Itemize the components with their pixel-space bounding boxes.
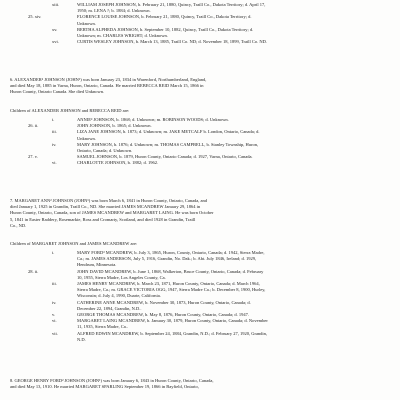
child-entry-number: i. <box>52 250 55 255</box>
paragraph-line: 7. MARGARET ANN² JOHNSON (JOHN¹) was born March 6, 1841 in Huron County, Ontario, Canada, and <box>10 198 208 203</box>
paragraph-line: and died May 18, 1885 in Varna, Huron, Ontario, Canada. He married REBECCA REID March 15, 1866 in <box>10 83 204 89</box>
list-entry-text: FLORENCE LOUISE JOHNSON, b. February 21, 1880, Quincy, Traill Co., Dakota Territory; d. <box>77 14 252 20</box>
child-entry-text: Ontario, Canada; d. Unknown. <box>77 148 133 153</box>
children-header: Children of ALEXANDER JOHNSON and REBECCA REID are: <box>10 108 130 113</box>
child-entry-text: CHARLOTTE JOHNSON, b. 1882; d. 1962. <box>77 160 159 166</box>
child-entry-text: JOHN JOHNSON, b. 1865; d. Unknown. <box>77 123 152 129</box>
paragraph-line: Huron County, Ontario, Canada, son of JAMES MCANDREW and MARGARET LAING. He was born October <box>10 210 214 216</box>
list-entry-text: WILLIAM JOSEPH JOHNSON, b. February 21, 1880, Quincy, Traill Co., Dakota Territory; d. April 17, <box>77 2 266 7</box>
child-entry-number: iii. <box>52 281 57 286</box>
list-entry-text: Unknown. <box>77 20 96 26</box>
paragraph-line: 6. ALEXANDER² JOHNSON (JOHN¹) was born January 23, 1834 in Warenford, Northumberland, England, <box>10 77 207 82</box>
child-entry-number: vii. <box>52 330 58 336</box>
child-entry-text: Sierra Madre, Ca.; m. GRACE VICTORIA OGG, 1947, Sierra Madre Ca.; b. December 8, 1900, Hurley, <box>77 287 266 293</box>
child-entry-text: Hendrum, Minnesota. <box>77 262 117 268</box>
child-entry-text: Unknown. <box>77 135 96 141</box>
list-entry-number: xv. <box>52 26 58 32</box>
child-entry-number: 27. v. <box>28 154 38 160</box>
paragraph-line: Huron County, Ontario Canada. She died Unknown. <box>10 89 105 95</box>
paragraph-line: and died May 13, 1910. He married MARGARET SPARLING September 19, 1866 in Bayfield, Ontario, <box>10 384 199 390</box>
child-entry-number: i. <box>52 117 55 122</box>
child-entry-number: vi. <box>52 318 57 324</box>
paragraph-line: died January 1, 1925 in Grandin, Traill Co., ND. She married JAMES MCANDREW January 29, 1864 in <box>10 204 201 210</box>
children-header: Children of MARGARET JOHNSON and JAMES MCANDREW are: <box>10 241 138 246</box>
paragraph-line: Co., ND. <box>10 222 27 228</box>
child-entry-text: SAMUEL JOHNSON, b. 1879, Huron County, Ontario Canada; d. 1927, Varna, Ontario, Canada. <box>77 154 253 160</box>
child-entry-text: JAMES HENRY MCANDREW, b. March 23, 1871, Huron County, Ontario, Canada; d. March 1964, <box>77 281 260 286</box>
child-entry-text: MARY JOHNSON, b. 1876; d. Unknown; m. THOMAS CAMPBELL, b. Stanley Township, Huron, <box>77 141 259 147</box>
child-entry-text: 11, 1935, Sierra Madre, Ca.. <box>77 324 128 330</box>
paragraph-line: 8. GEORGE HENRY FORD² JOHNSON (JOHN¹) was born January 6, 1843 in Huron County, Ontario, Canada, <box>10 378 214 383</box>
child-entry-number: iv. <box>52 299 57 305</box>
list-entry-number: 25. xiv. <box>28 14 42 20</box>
list-entry-number: xiii. <box>52 2 60 7</box>
list-entry-text: Unknown; m. CHARLES WRIGHT; d. Unknown. <box>77 33 168 38</box>
child-entry-number: v. <box>52 312 56 317</box>
list-entry-text: 1950; m. LENA ?; b. 1884; d. Unknown. <box>77 8 151 14</box>
child-entry-text: MARY FORD³ MCANDREW, b. July 3, 1865, Huron, County, Ontario, Canada; d. 1942, Sierra Madre, <box>77 250 265 255</box>
list-entry-text: CURTIS WESLEY JOHNSON, b. March 13, 1885, Traill Co. ND; d. November 18, 1899, Traill Co. ND. <box>77 39 267 45</box>
child-entry-text: ANNIE³ JOHNSON, b. 1868; d. Unknown; m. ROBINSON WOODS; d. Unknown. <box>77 117 229 122</box>
child-entry-text: December 22, 1894, Grandin, N.D.. <box>77 305 142 311</box>
child-entry-number: iv. <box>52 141 57 147</box>
child-entry-text: MARGARET LAING MCANDREW, b. January 30, 1879, Huron County, Ontario, Canada; d. November <box>77 318 268 324</box>
child-entry-text: JOHN DAVID MCANDREW, b. June 1, 1868, Walkerton, Bruce County, Ontario, Canada; d. February <box>77 268 264 274</box>
child-entry-number: 26. ii. <box>28 123 39 129</box>
child-entry-text: N.D. <box>77 336 86 342</box>
child-entry-number: iii. <box>52 129 57 135</box>
child-entry-text: LIZA JANE JOHNSON, b. 1873; d. Unknown; m. JAKE METCALF b. London, Ontario, Canada; d. <box>77 129 260 135</box>
paragraph-line: 5, 1841 in Easter Raddery, Rosemarkie, Ross and Cromarty, Scotland, and died 1928 in Grandin, Traill <box>10 216 196 222</box>
child-entry-text: 10, 1955, Sierra Madre, Los Angeles County, Ca. <box>77 274 166 280</box>
child-entry-text: ALFRED EDWIN MCANDREW, b. September 24, 1884, Grandin, N.D.; d. February 27, 1920, Grandin, <box>77 330 268 336</box>
child-entry-text: Ca.; m. JAMES ANDERSON, July 5, 1916, Grandin, No. Dak.; b. Abt. July 1846, Ireland; d. 1929, <box>77 256 257 262</box>
child-entry-text: GEORGE THOMAS MCANDREW, b. May 8, 1876, Huron County, Ontario, Canada; d. 1947. <box>77 312 249 317</box>
list-entry-text: BERTHA ALPHEDA JOHNSON, b. September 10, 1882, Quincy, Traill Co., Dakota Territory; d. <box>77 26 254 32</box>
child-entry-number: vi. <box>52 160 57 166</box>
child-entry-number: 28. ii. <box>28 268 39 274</box>
list-entry-number: xvi. <box>52 39 59 45</box>
child-entry-text: CATHERINE ANNE MCANDREW, b. November 30, 1873, Huron County, Ontario, Canada; d. <box>77 299 251 305</box>
child-entry-text: Wisconsin; d. July 4, 1990, Duarte, California. <box>77 293 161 299</box>
